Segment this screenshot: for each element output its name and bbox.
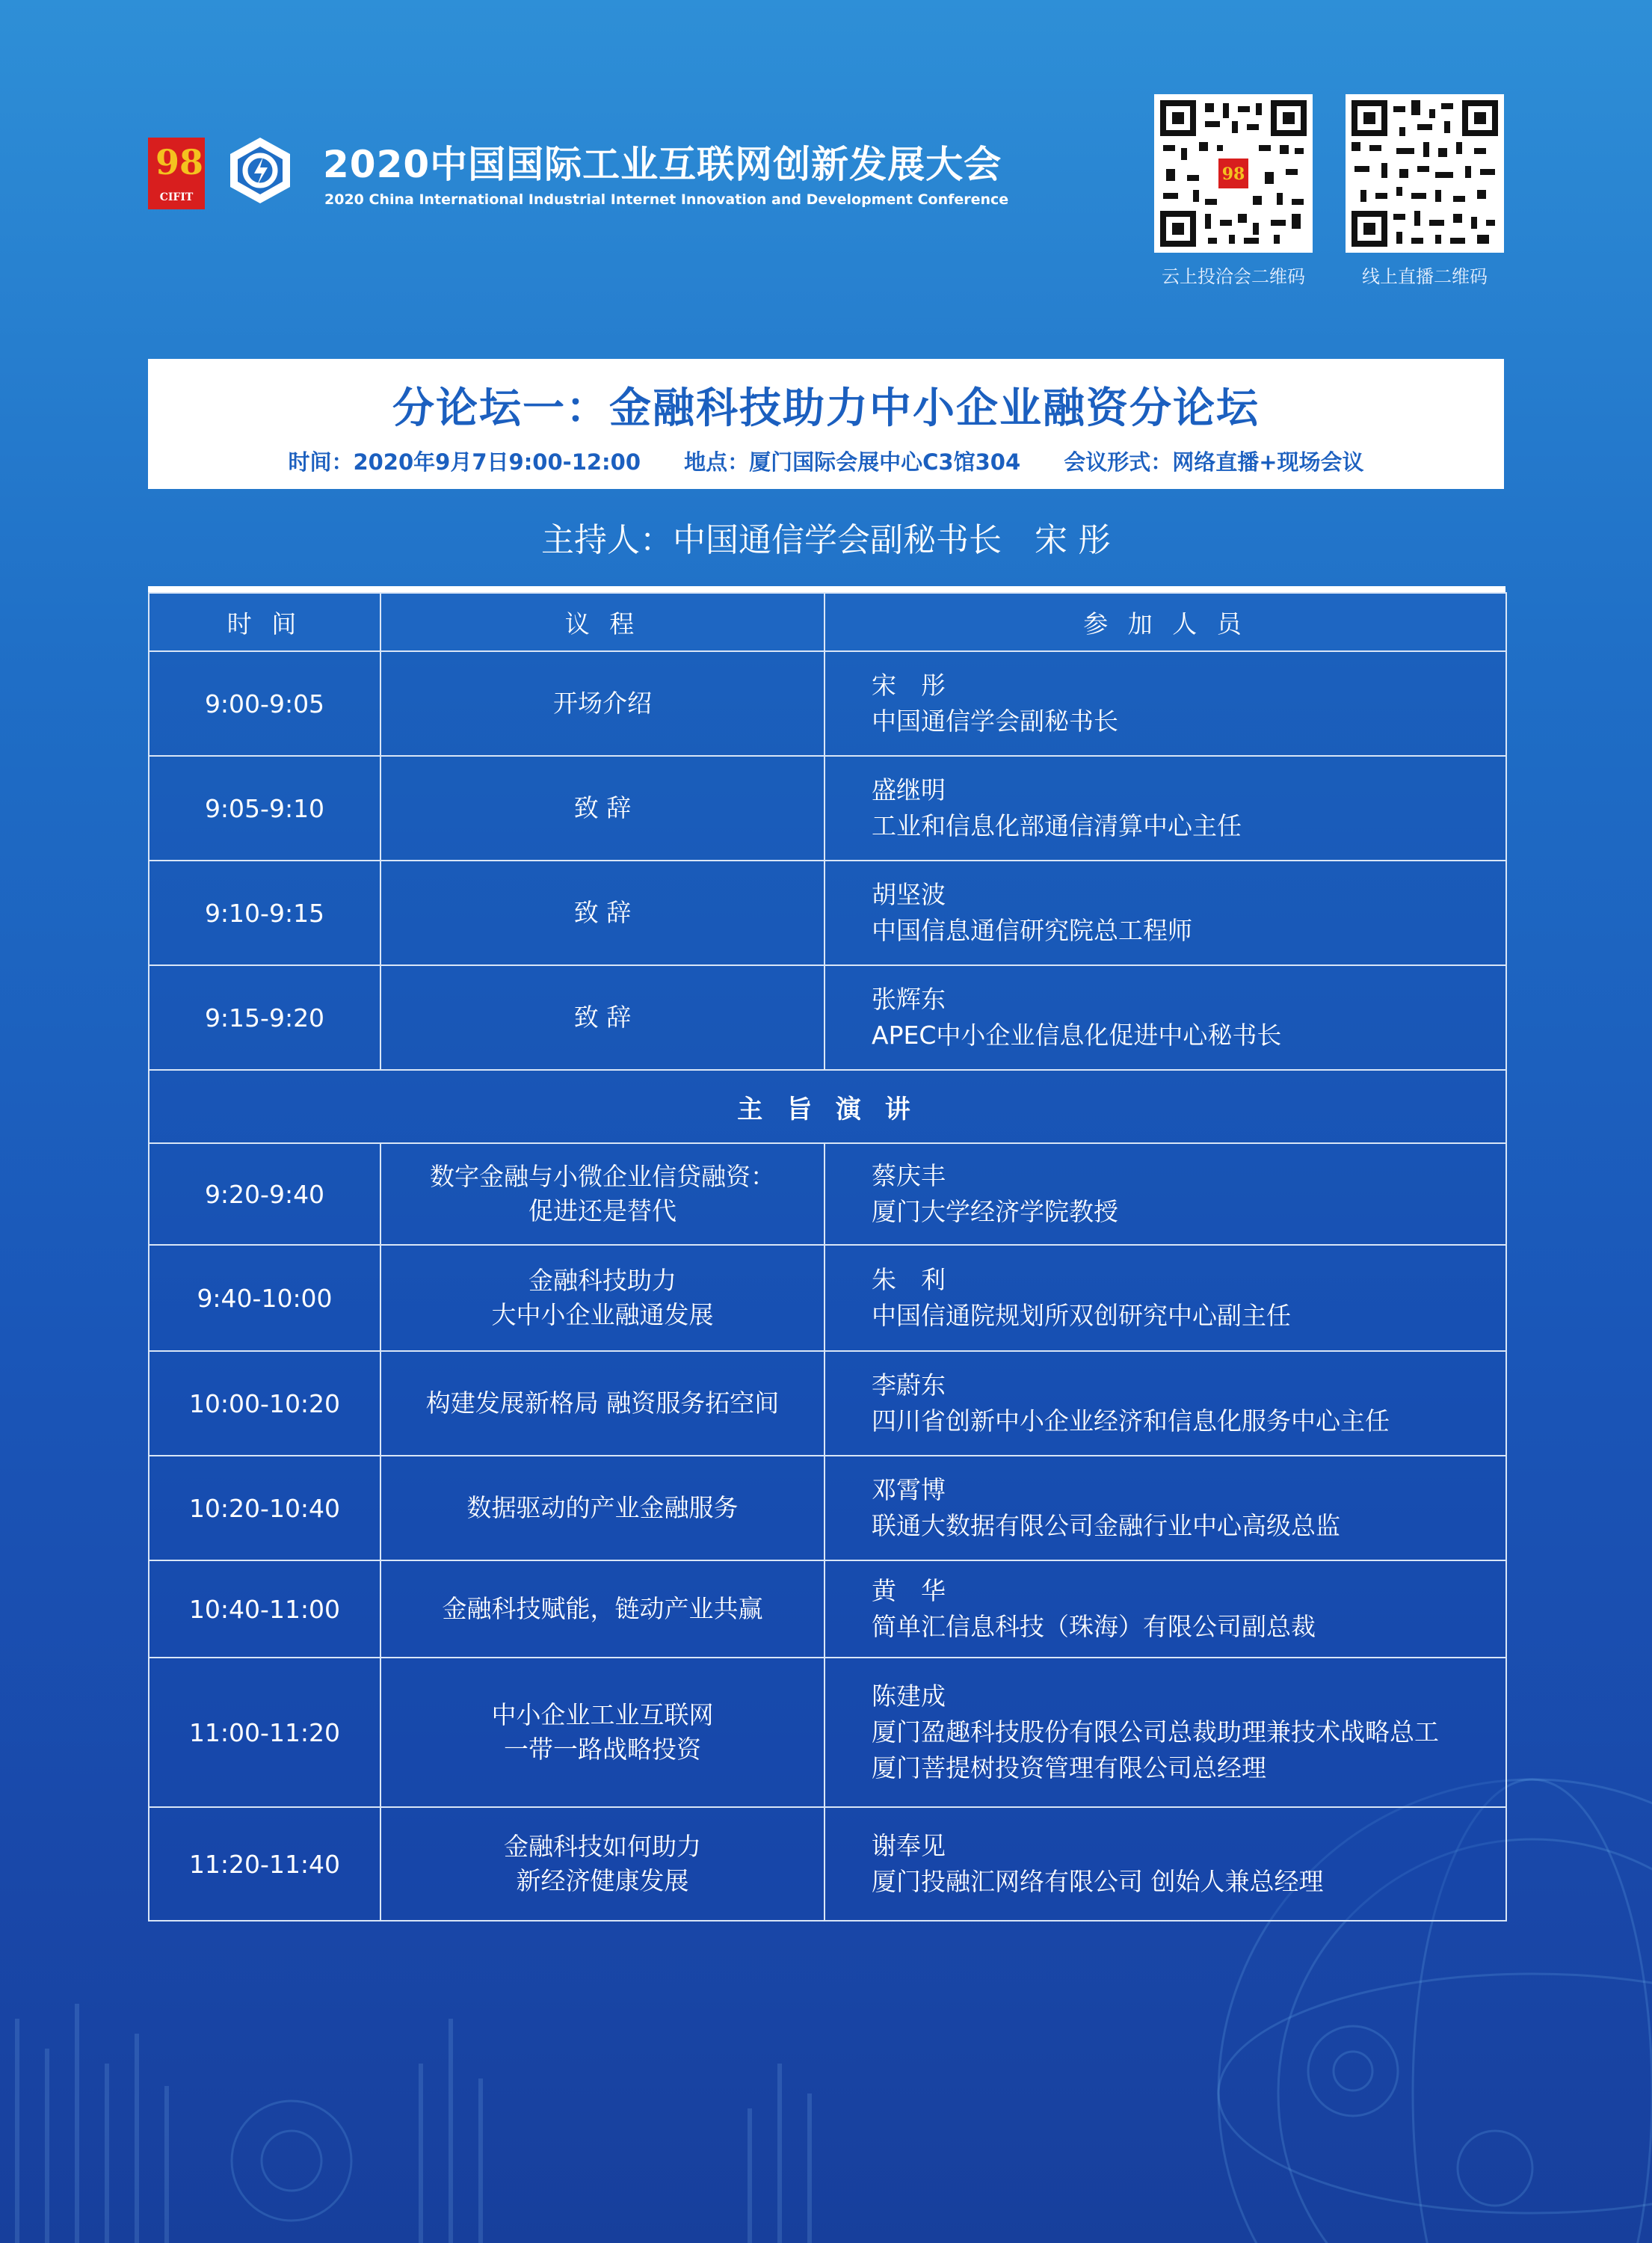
participant-title: 中国通信学会副秘书长 <box>872 707 1118 736</box>
row-time: 10:20-10:40 <box>149 1456 380 1560</box>
participant-name: 邓霄博 <box>872 1475 946 1504</box>
topic-line: 中小企业工业互联网 <box>491 1700 714 1729</box>
row-participants <box>825 756 1506 861</box>
header-agenda: 议 程 <box>380 593 825 651</box>
qr-code-cloud-fair[interactable] <box>1154 94 1313 253</box>
topic-line: 一带一路战略投资 <box>504 1735 701 1764</box>
row-time: 10:00-10:20 <box>149 1351 380 1456</box>
topic-line: 致 辞 <box>573 898 632 927</box>
table-row <box>149 756 1506 861</box>
row-topic <box>380 1456 825 1560</box>
participant-title: 厦门盈趣科技股份有限公司总裁助理兼技术战略总工 <box>872 1717 1439 1747</box>
participant-name: 蔡庆丰 <box>872 1161 946 1190</box>
row-participants <box>825 861 1506 965</box>
row-participants <box>825 965 1506 1070</box>
participant-title: 厦门投融汇网络有限公司 创始人兼总经理 <box>872 1867 1324 1896</box>
table-row <box>149 651 1506 756</box>
forum-time: 时间：2020年9月7日9:00-12:00 <box>288 449 641 475</box>
topic-line: 促进还是替代 <box>528 1196 676 1225</box>
participant-title: 工业和信息化部通信清算中心主任 <box>872 811 1242 840</box>
row-topic <box>380 756 825 861</box>
topic-line: 大中小企业融通发展 <box>491 1300 714 1329</box>
svg-text:98: 98 <box>1221 164 1245 184</box>
participant-name: 张辉东 <box>872 985 946 1014</box>
row-topic <box>380 1807 825 1921</box>
table-header-row <box>149 593 1506 651</box>
participant-title: 简单汇信息科技（珠海）有限公司副总裁 <box>872 1612 1316 1641</box>
cifit-logo-text: CIFIT <box>159 191 194 203</box>
participant-title: APEC中小企业信息化促进中心秘书长 <box>872 1021 1282 1050</box>
participant-title: 中国信息通信研究院总工程师 <box>872 916 1192 945</box>
table-row <box>149 1807 1506 1921</box>
forum-title: 分论坛一：金融科技助力中小企业融资分论坛 <box>392 384 1260 433</box>
forum-title-box <box>148 359 1504 489</box>
topic-line: 金融科技赋能，链动产业共赢 <box>442 1594 763 1623</box>
qr-code-live-stream[interactable] <box>1346 94 1504 253</box>
participant-name: 李蔚东 <box>872 1370 946 1400</box>
header-participants: 参 加 人 员 <box>825 593 1506 651</box>
section-row-keynote <box>149 1070 1506 1143</box>
cifit-logo <box>148 138 205 209</box>
row-topic <box>380 651 825 756</box>
row-topic <box>380 965 825 1070</box>
row-participants <box>825 1807 1506 1921</box>
row-topic <box>380 1143 825 1245</box>
table-row <box>149 1456 1506 1560</box>
row-participants <box>825 1658 1506 1807</box>
participant-name: 陈建成 <box>872 1682 946 1711</box>
row-time: 9:15-9:20 <box>149 965 380 1070</box>
row-participants <box>825 1351 1506 1456</box>
qr-caption-live-stream: 线上直播二维码 <box>1362 266 1488 287</box>
table-row <box>149 1245 1506 1351</box>
row-time: 10:40-11:00 <box>149 1560 380 1658</box>
row-time: 9:00-9:05 <box>149 651 380 756</box>
row-participants <box>825 1456 1506 1560</box>
row-time: 9:40-10:00 <box>149 1245 380 1351</box>
conference-title: 2020中国国际工业互联网创新发展大会 <box>323 143 1002 186</box>
topic-line: 数据驱动的产业金融服务 <box>466 1493 739 1522</box>
row-participants <box>825 1560 1506 1658</box>
table-row <box>149 1351 1506 1456</box>
row-time: 9:10-9:15 <box>149 861 380 965</box>
row-topic <box>380 1351 825 1456</box>
section-label: 主 旨 演 讲 <box>149 1070 1506 1143</box>
participant-name: 盛继明 <box>872 775 946 804</box>
participant-title: 厦门菩提树投资管理有限公司总经理 <box>872 1753 1266 1782</box>
participant-name: 朱 利 <box>872 1265 946 1294</box>
table-row <box>149 1658 1506 1807</box>
row-topic <box>380 1245 825 1351</box>
qr-icon <box>1352 100 1498 247</box>
table-row <box>149 1143 1506 1245</box>
forum-venue: 地点：厦门国际会展中心C3馆304 <box>684 449 1021 475</box>
topic-line: 新经济健康发展 <box>516 1866 689 1895</box>
topic-line: 致 辞 <box>573 793 632 822</box>
row-topic <box>380 1658 825 1807</box>
host-line: 主持人：中国通信学会副秘书长 宋 彤 <box>541 521 1111 559</box>
cifit-emblem: 98 <box>155 142 204 182</box>
qr-caption-cloud-fair: 云上投洽会二维码 <box>1162 266 1305 287</box>
participant-name: 谢奉见 <box>872 1831 946 1860</box>
row-time: 9:20-9:40 <box>149 1143 380 1245</box>
participant-title: 联通大数据有限公司金融行业中心高级总监 <box>872 1511 1340 1540</box>
participant-title: 四川省创新中小企业经济和信息化服务中心主任 <box>872 1406 1390 1436</box>
topic-line: 致 辞 <box>573 1003 632 1032</box>
participant-title: 中国信通院规划所双创研究中心副主任 <box>872 1301 1291 1330</box>
row-participants <box>825 651 1506 756</box>
conference-logo-icon <box>224 135 296 206</box>
table-row <box>149 965 1506 1070</box>
participant-name: 宋 彤 <box>872 671 946 700</box>
topic-line: 金融科技如何助力 <box>504 1832 701 1861</box>
topic-line: 数字金融与小微企业信贷融资： <box>430 1162 775 1191</box>
topic-line: 开场介绍 <box>553 689 652 718</box>
participant-title: 厦门大学经济学院教授 <box>872 1197 1118 1226</box>
participant-name: 胡坚波 <box>872 880 946 909</box>
row-topic <box>380 1560 825 1658</box>
conference-subtitle: 2020 China International Industrial Internet Innovation and Development Conference <box>324 191 1009 208</box>
row-participants <box>825 1143 1506 1245</box>
topic-line: 构建发展新格局 融资服务拓空间 <box>425 1388 780 1418</box>
forum-info <box>148 446 1504 476</box>
agenda-table <box>148 586 1505 1922</box>
qr-icon <box>1160 100 1307 247</box>
topic-line: 金融科技助力 <box>528 1266 676 1295</box>
row-time: 11:00-11:20 <box>149 1658 380 1807</box>
header-time: 时 间 <box>149 593 380 651</box>
row-time: 9:05-9:10 <box>149 756 380 861</box>
row-participants <box>825 1245 1506 1351</box>
row-topic <box>380 861 825 965</box>
row-time: 11:20-11:40 <box>149 1807 380 1921</box>
forum-format: 会议形式：网络直播+现场会议 <box>1064 449 1364 475</box>
table-row <box>149 1560 1506 1658</box>
participant-name: 黄 华 <box>872 1576 946 1605</box>
table-row <box>149 861 1506 965</box>
